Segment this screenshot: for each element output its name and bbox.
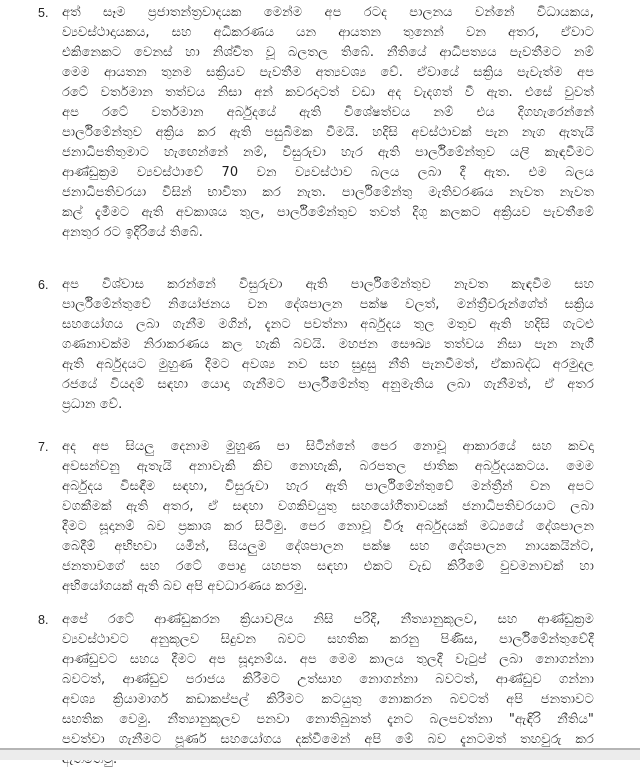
text-line: අවශ්‍ය ක්‍රියාමාර්ග කඩාකප්පල් කිරීමට කටයුතු නොකරන බවටත් අපි ජනතාවට [62, 692, 594, 707]
paragraph-number: 8. [38, 613, 49, 627]
text-line: අනතුර රට ඉදිරියේ තිබේ. [62, 225, 203, 240]
text-line: ඇති අර්බුදයට මුහුණ දීමට අවශ්‍ය නව සහ සුදුසු නීති පැනවීමත්, ඒකාබද්ධ අරමුදල [62, 357, 594, 372]
text-line: පවත්වා ගැනීමට පූර්ණ සහයෝගය දක්වීමෙන් අපි මේ බව දැනටමත් තහවුරු කර [62, 732, 594, 747]
paragraph-body [62, 610, 594, 770]
text-line: ගණනාවක්ම නිරාකරණය කල හැකි බවයි. මහජන සෞඛ්‍ය තත්වය නිසා පැන නැගී [62, 337, 594, 352]
text-line: ජනාධිපතිවරයා විසින් භාවිතා කර නැත. පාර්ලිමේන්තු මැතිවරණය නැවත නැවත [62, 185, 594, 200]
text-line: පාර්ලිමේන්තුව අක්‍රිය කර ඇති පසුබිමක වීමයි. හදිසි අවස්ථාවක් පැන නැග ඇතැයි [62, 125, 594, 140]
paragraph-body [62, 437, 594, 597]
text-line: ව්‍යවස්ථාවට අනුකූලව සිදුවන බවට සහතික කරනු පිණිස, පාර්ලිමේන්තුවේදී [62, 632, 594, 647]
text-line: ආණ්ඩුවට සහය දීමට අප සූදානම්ය. අප මෙම කාලය තුලදී වැටුප් ලබා නොගන්නා [62, 652, 594, 667]
text-line: ව්‍යවස්ථාදායකය, සහ අධිකරණය යන ආයතන තුනෙන් වන අතර, ඒවාට [62, 25, 594, 40]
text-line: රජයේ වියදම් සඳහා යොදා ගැනීමට පාර්ලිමේන්තු අනුමැතිය ලබා ගැනීමත්, ඒ අතර [62, 377, 594, 392]
text-line: අප විශ්වාස කරන්නේ විසුරුවා ඇති පාර්ලිමේන්තුව නැවත කැඳවීම සහ [62, 277, 594, 292]
text-line: අවසන්වනු ඇතැයි අනාවැකි කිව නොහැකි, බරපතල ජාතික අර්බුදයකටය. මෙම [62, 459, 594, 474]
text-line: අප රටේ වර්තමාන අර්බුදයේ ඇති විශේෂත්වය නම් එය දිගහැරෙන්නේ [62, 105, 594, 120]
paragraph-body [62, 275, 594, 415]
text-line: මෙම ආයතන තුනම සක්‍රියව පැවතීම අත්‍යවශ්‍ය වේ. ඒවායේ සක්‍රිය පැවැත්ම අප [62, 65, 594, 80]
text-line: අභියෝගයක් ඇති බව අපි අවධාරණය කරමු. [62, 579, 308, 594]
text-line: බෙදීම් අභිභවා යමින්, සියලුම දේශපාලන පක්ෂ සහ දේශපාලන නායකයින්ට, [62, 539, 594, 554]
text-line: දීමට සූදානම් බව ප්‍රකාශ කර සිටිමු. පෙර නොවූ විරූ අර්බුදයක් මධ්‍යයේ දේශපාලන [62, 519, 594, 534]
text-line: කල් දැමීමට ඇති අවකාශය තුල, පාර්ලිමේන්තුව තවත් දිගු කලකට අක්‍රියව පැවතීමේ [62, 205, 594, 220]
text-line: රටේ වර්තමාන තත්වය නිසා අන් කවරදාටත් වඩා අද වැදගත් වී ඇත. එසේ වුවත් [62, 85, 594, 100]
paragraph-number: 6. [38, 278, 49, 292]
text-line: ප්‍රධාන වේ. [62, 397, 123, 412]
text-line: අත් සෑම ප්‍රජාතන්ත්‍රවාදයක මෙන්ම අප රටද පාලනය වන්නේ විධායකය, [62, 5, 594, 20]
text-line: අද අප සියලු දෙනාම මුහුණ පා සිටින්නේ පෙර නොවූ ආකාරයේ සහ කවදා [62, 439, 594, 454]
text-line: ජනාධිපතිතුමාට හැඟෙන්නේ නම්, විසුරුවා හැර ඇති පාර්ලිමේන්තුව යලි කැඳවීමට [62, 145, 594, 160]
text-line: සහයෝගය ලබා ගැනීම මගින්, දැනට පවත්නා අර්බුදය තුල මතුව ඇති හදිසි ගැටළු [62, 317, 594, 332]
text-line: වගකීමක් ඇති අතර, ඒ සඳහා වගකිවයුතු සහයෝගීතාවයක් ජනාධිපතිවරයාට ලබා [62, 499, 594, 514]
text-line: අපේ රටේ ආණ්ඩුකරන ක්‍රියාවලිය නිසි පරිදි, නීත්‍යානුකූලව, සහ ආණ්ඩුක්‍රම [62, 612, 594, 627]
text-line: එකිනෙකට වෙනස් හා නිශ්චිත වූ බලතල තිබේ. නීතියේ ආධිපත්‍යය පැවතීමට නම් [62, 45, 594, 60]
text-line: ජනතාවගේ සහ රටේ පොදු යහපත සඳහා එකට වැඩ කිරීමේ වුවමනාවක් හා [62, 559, 594, 574]
page-bottom-edge [0, 748, 640, 760]
paragraph-number: 7. [38, 440, 49, 454]
text-line: ආණ්ඩුක්‍රම ව්‍යවස්ථාවේ 70 වන ව්‍යවස්ථාව බලය ලබා දී ඇත. එම බලය [62, 165, 594, 180]
paragraph-body [62, 3, 594, 243]
text-line: බවටත්, ආණ්ඩුව පරාජය කිරීමට උත්සාහ නොගන්නා බවටත්, ආණ්ඩුව ගන්නා [62, 672, 594, 687]
text-line: පාර්ලිමේන්තුවේ නියෝජනය වන දේශපාලන පක්ෂ වලත්, මන්ත්‍රීවරුන්ගේත් සක්‍රිය [62, 297, 594, 312]
text-line: අර්බුදය විසඳීම සඳහා, විසුරුවා හැර ඇති පාර්ලිමේන්තුවේ මන්ත්‍රීන් වන අපට [62, 479, 594, 494]
text-line: සහතික වෙමු. නීත්‍යානුකූලව පනවා නොතිබුනත් දැනට බලපවත්නා "ඇඳිරි නීතිය" [62, 712, 594, 727]
paragraph-number: 5. [38, 6, 49, 20]
